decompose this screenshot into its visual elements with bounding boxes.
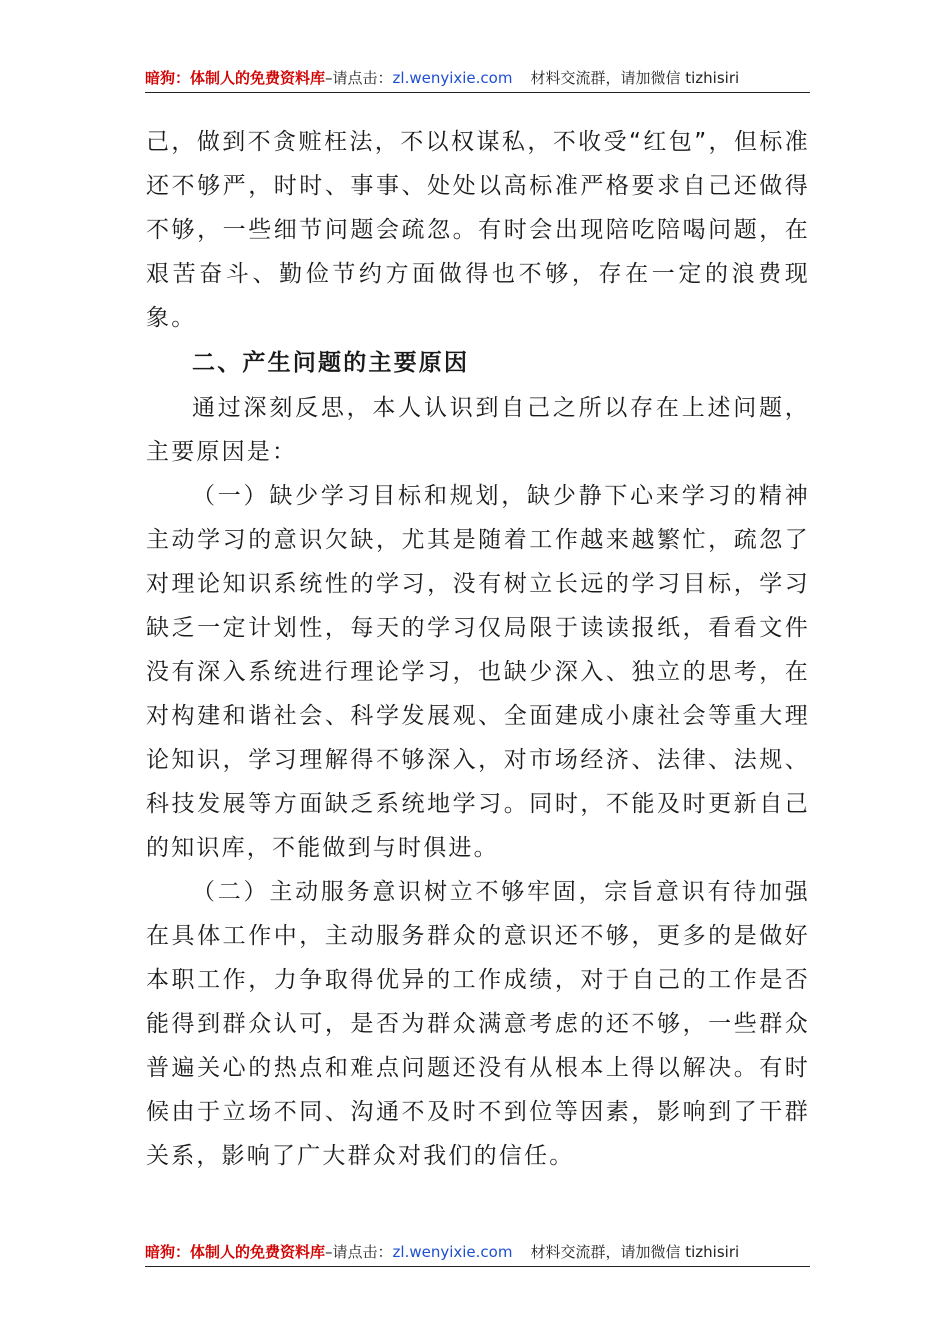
header-click-text: –请点击： [325,69,393,87]
paragraph-item-1: （一）缺少学习目标和规划，缺少静下心来学习的精神主动学习的意识欠缺，尤其是随着工作越来越繁忙，疏忽了对理论知识系统性的学习，没有树立长远的学习目标，学习缺乏一定计划性，每天的学习仅局限于读读报纸，看看文件没有深入系统进行理论学习，也缺少深入、独立的思考，在对构建和谐社会、科学发展观、全面建成小康社会等重大理论知识，学习理解得不够深入，对市场经济、法律、法规、科技发展等方面缺乏系统地学习。同时，不能及时更新自己的知识库，不能做到与时俱进。 [146,483,810,861]
header-url-link[interactable]: zl.wenyixie.com [392,69,513,87]
footer-url-link[interactable]: zl.wenyixie.com [392,1243,513,1261]
section-heading: 二、产生问题的主要原因 [192,350,470,376]
footer-click-text: –请点击： [325,1243,393,1261]
header-brand-text: 暗狗：体制人的免费资料库 [145,69,326,87]
footer-banner [145,1238,810,1267]
footer-brand-text: 暗狗：体制人的免费资料库 [145,1243,326,1261]
document-body [146,120,810,1178]
paragraph-item-2: （二）主动服务意识树立不够牢固，宗旨意识有待加强在具体工作中，主动服务群众的意识还不够，更多的是做好本职工作，力争取得优异的工作成绩，对于自己的工作是否能得到群众认可，是否为群众满意考虑的还不够，一些群众普遍关心的热点和难点问题还没有从根本上得以解决。有时候由于立场不同、沟通不及时不到位等因素，影响到了干群关系，影响了广大群众对我们的信任。 [146,879,810,1169]
footer-group-text: 材料交流群，请加微信 tizhisiri [530,1243,740,1261]
paragraph-intro: 通过深刻反思，本人认识到自己之所以存在上述问题，主要原因是： [146,395,810,465]
header-group-text: 材料交流群，请加微信 tizhisiri [530,69,740,87]
paragraph-continued: 己，做到不贪赃枉法，不以权谋私，不收受“红包”，但标准还不够严，时时、事事、处处以高标准严格要求自己还做得不够，一些细节问题会疏忽。有时会出现陪吃陪喝问题，在艰苦奋斗、勤俭节约方面做得也不够，存在一定的浪费现象。 [146,129,810,331]
header-banner [145,64,810,93]
